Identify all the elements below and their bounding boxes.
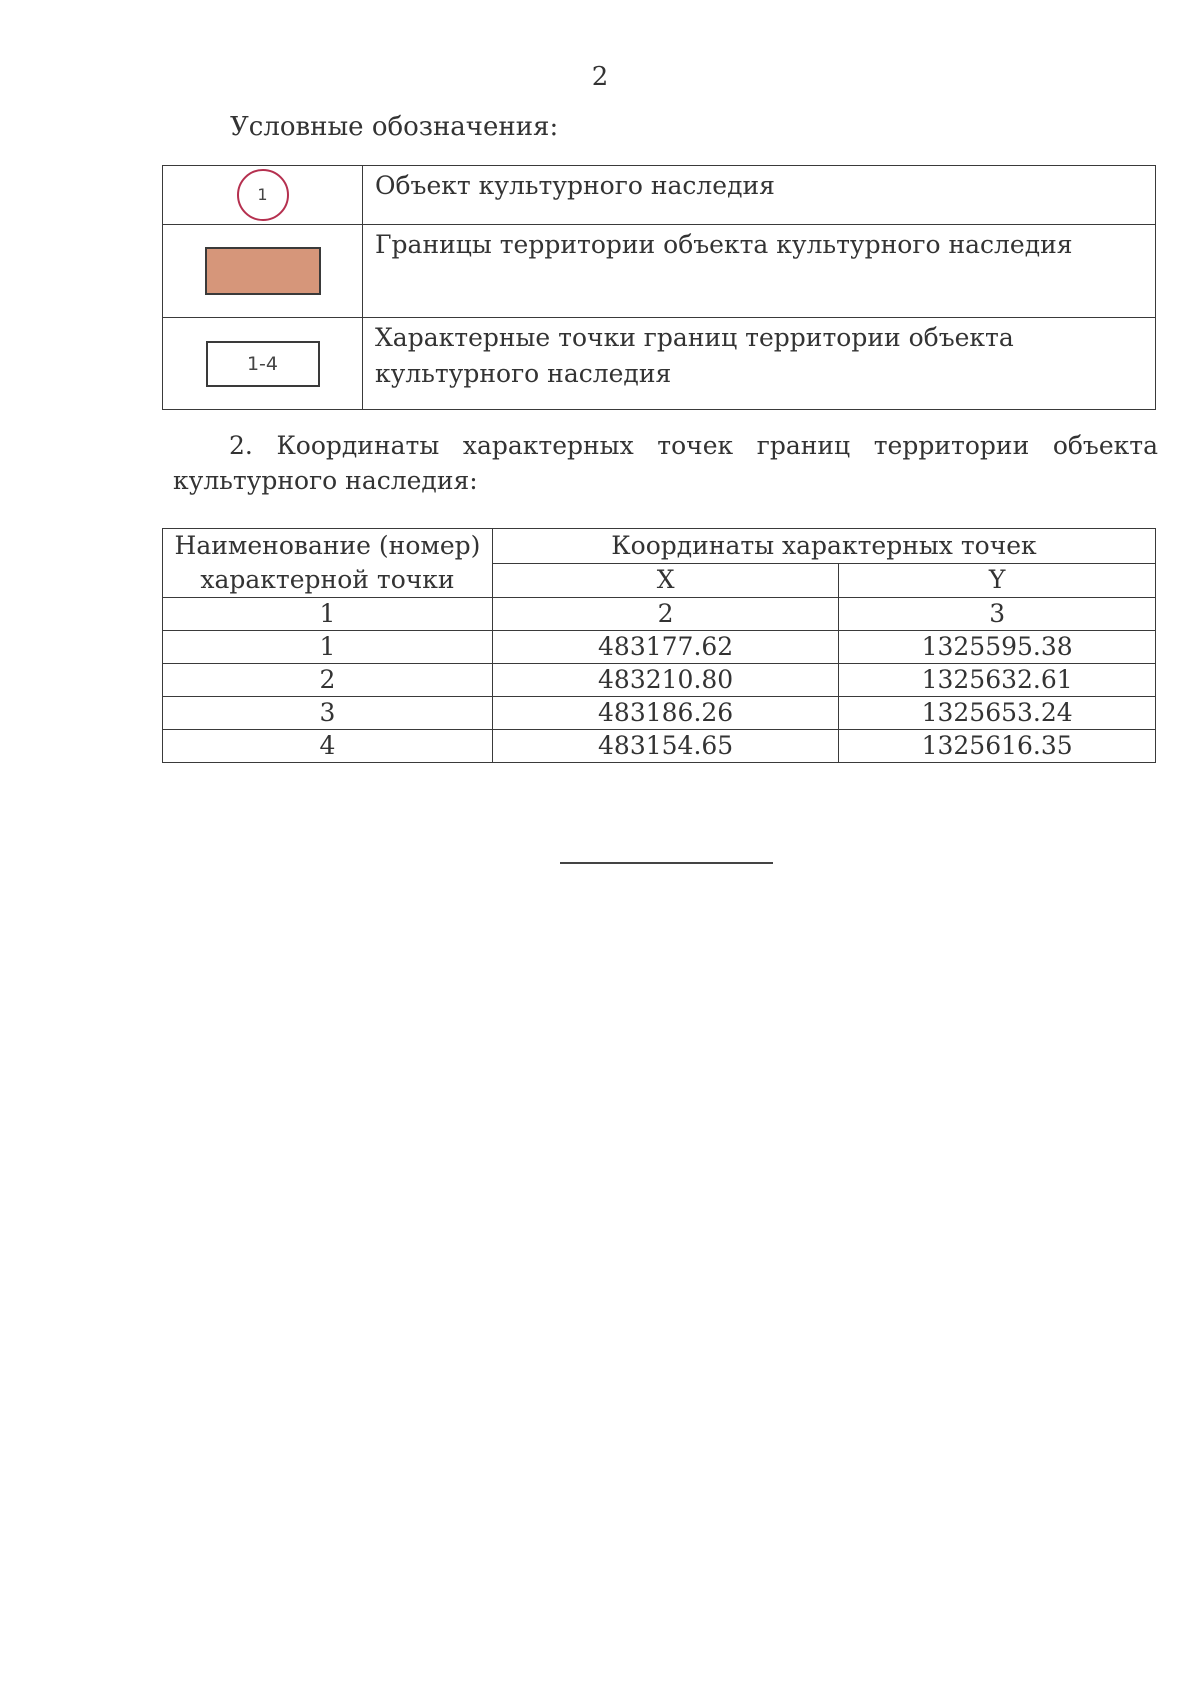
header-point-name: Наименование (номер) характерной точки: [163, 529, 493, 598]
coordinate-y: 1325616.35: [839, 730, 1156, 763]
coordinate-y: 1325653.24: [839, 697, 1156, 730]
legend-description: Границы территории объекта культурного наследия: [363, 225, 1156, 318]
point-number: 3: [163, 697, 493, 730]
column-number: 2: [492, 598, 838, 631]
legend-table: [162, 165, 1156, 410]
point-number: 4: [163, 730, 493, 763]
table-header-row: [163, 529, 1156, 564]
page-number: 2: [591, 62, 609, 92]
points-box-icon: 1-4: [206, 341, 320, 387]
legend-symbol-cell: [163, 166, 363, 225]
territory-fill-icon: [205, 247, 321, 295]
point-number: 2: [163, 664, 493, 697]
table-row: [163, 730, 1156, 763]
column-number: 3: [839, 598, 1156, 631]
coordinate-x: 483177.62: [492, 631, 838, 664]
legend-description: Объект культурного наследия: [363, 166, 1156, 225]
coordinate-y: 1325595.38: [839, 631, 1156, 664]
legend-symbol-cell: [163, 225, 363, 318]
coordinate-x: 483154.65: [492, 730, 838, 763]
table-row: [163, 631, 1156, 664]
object-circle-icon: 1: [237, 169, 289, 221]
header-coordinates: Координаты характерных точек: [492, 529, 1155, 564]
table-row: [163, 697, 1156, 730]
legend-row-object: [163, 166, 1156, 225]
coordinate-x: 483186.26: [492, 697, 838, 730]
footer-divider: [560, 862, 773, 864]
header-x: X: [492, 563, 838, 598]
legend-row-points: [163, 318, 1156, 410]
legend-symbol-cell: [163, 318, 363, 410]
legend-description: Характерные точки границ территории объекта культурного наследия: [363, 318, 1156, 410]
table-row: [163, 664, 1156, 697]
coordinate-x: 483210.80: [492, 664, 838, 697]
section-heading: 2. Координаты характерных точек границ территории объекта культурного наследия:: [173, 431, 1158, 495]
column-numbering-row: [163, 598, 1156, 631]
legend-row-boundary: [163, 225, 1156, 318]
coordinates-table: [162, 528, 1156, 763]
point-number: 1: [163, 631, 493, 664]
coordinate-y: 1325632.61: [839, 664, 1156, 697]
column-number: 1: [163, 598, 493, 631]
header-y: Y: [839, 563, 1156, 598]
legend-title: Условные обозначения:: [230, 112, 559, 142]
